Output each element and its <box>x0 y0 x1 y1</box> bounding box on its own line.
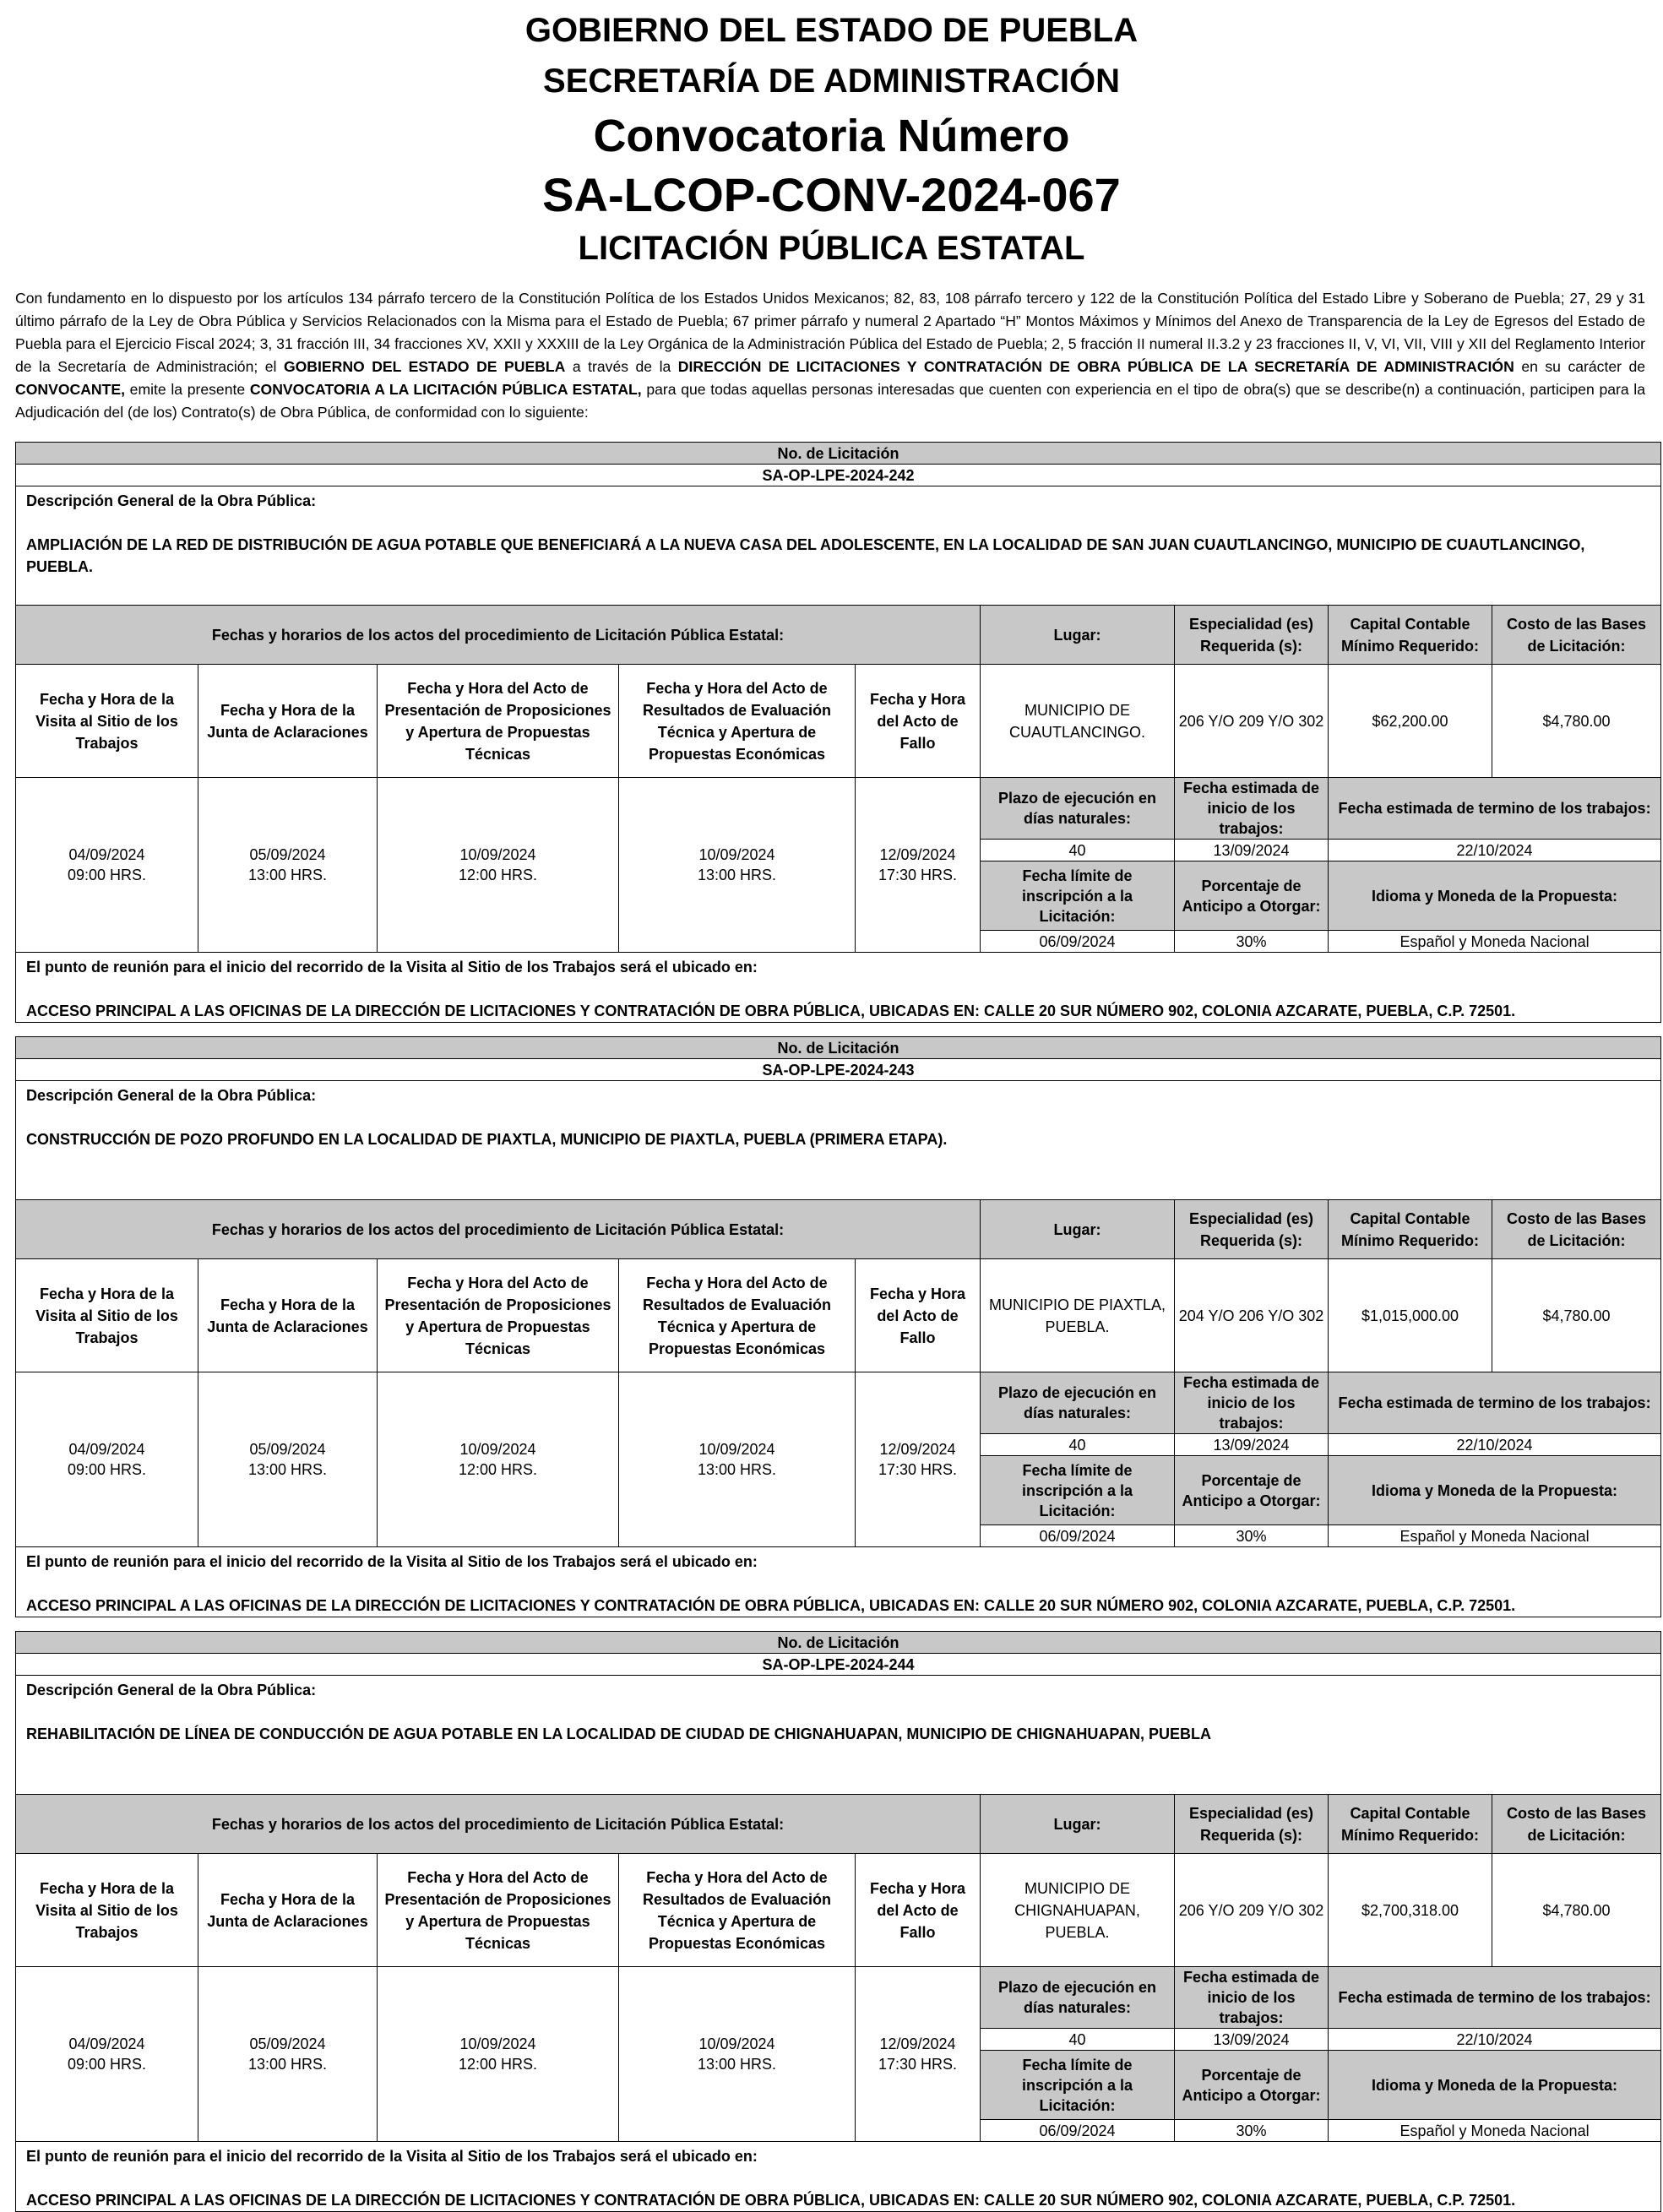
termino-value: 22/10/2024 <box>1329 1434 1661 1456</box>
termino-header: Fecha estimada de termino de los trabajos: <box>1329 1967 1661 2029</box>
punto-reunion-label: El punto de reunión para el inicio del recorrido de la Visita al Sitio de los Trabajos será el ubicado en: <box>26 959 758 976</box>
costo-header: Costo de las Bases de Licitación: <box>1492 606 1661 665</box>
preamble-bold-1: GOBIERNO DEL ESTADO DE PUEBLA <box>283 358 566 375</box>
inicio-value: 13/09/2024 <box>1175 2029 1329 2051</box>
plazo-value: 40 <box>981 2029 1175 2051</box>
idioma-header: Idioma y Moneda de la Propuesta: <box>1329 2051 1661 2120</box>
junta-value: 05/09/2024 13:00 HRS. <box>198 778 378 953</box>
especialidad-value: 206 Y/O 209 Y/O 302 <box>1175 1854 1329 1967</box>
lugar-value: MUNICIPIO DE CUAUTLANCINGO. <box>981 665 1175 778</box>
capital-value: $2,700,318.00 <box>1329 1854 1492 1967</box>
preamble-text-3: en su carácter de <box>1521 358 1646 375</box>
resultados-value: 10/09/2024 13:00 HRS. <box>619 778 856 953</box>
fallo-header: Fecha y Hora del Acto de Fallo <box>856 665 981 778</box>
fallo-header: Fecha y Hora del Acto de Fallo <box>856 1854 981 1967</box>
limite-value: 06/09/2024 <box>981 1525 1175 1547</box>
description-label: Descripción General de la Obra Pública: <box>26 1682 317 1698</box>
resultados-value: 10/09/2024 13:00 HRS. <box>619 1967 856 2142</box>
idioma-value: Español y Moneda Nacional <box>1329 1525 1661 1547</box>
description-text: CONSTRUCCIÓN DE POZO PROFUNDO EN LA LOCALIDAD DE PIAXTLA, MUNICIPIO DE PIAXTLA, PUEBLA (PRIMERA ETAPA). <box>26 1131 948 1148</box>
fechas-header: Fechas y horarios de los actos del procedimiento de Licitación Pública Estatal: <box>16 1200 981 1259</box>
capital-header: Capital Contable Mínimo Requerido: <box>1329 1200 1492 1259</box>
licitacion-block-2 <box>15 1036 1651 1614</box>
especialidad-header: Especialidad (es) Requerida (s): <box>1175 606 1329 665</box>
anticipo-header: Porcentaje de Anticipo a Otorgar: <box>1175 2051 1329 2120</box>
especialidad-value: 206 Y/O 209 Y/O 302 <box>1175 665 1329 778</box>
licitacion-number: SA-OP-LPE-2024-243 <box>16 1059 1661 1081</box>
preamble-text-5: para que todas aquellas personas interesadas que cuenten con experiencia en el tipo de obra(s) que se describe(n) a continuación, participen para la Adjudicación del (de los) Contrato(s) de Obra Pública, de conformidad con lo siguiente: <box>15 381 1646 421</box>
description-label: Descripción General de la Obra Pública: <box>26 492 317 509</box>
description-cell <box>16 1676 1661 1795</box>
limite-header: Fecha límite de inscripción a la Licitación: <box>981 1456 1175 1525</box>
junta-header: Fecha y Hora de la Junta de Aclaraciones <box>198 1259 378 1372</box>
capital-value: $1,015,000.00 <box>1329 1259 1492 1372</box>
presentacion-header: Fecha y Hora del Acto de Presentación de Proposiciones y Apertura de Propuestas Técnicas <box>378 665 619 778</box>
limite-value: 06/09/2024 <box>981 2120 1175 2142</box>
fechas-header: Fechas y horarios de los actos del procedimiento de Licitación Pública Estatal: <box>16 1795 981 1854</box>
description-text: REHABILITACIÓN DE LÍNEA DE CONDUCCIÓN DE AGUA POTABLE EN LA LOCALIDAD DE CIUDAD DE CHIGNAHUAPAN, MUNICIPIO DE CHIGNAHUAPAN, PUEBLA <box>26 1726 1212 1742</box>
no-licitacion-label: No. de Licitación <box>16 443 1661 465</box>
anticipo-value: 30% <box>1175 931 1329 953</box>
limite-header: Fecha límite de inscripción a la Licitación: <box>981 2051 1175 2120</box>
termino-value: 22/10/2024 <box>1329 840 1661 861</box>
resultados-header: Fecha y Hora del Acto de Resultados de Evaluación Técnica y Apertura de Propuestas Económicas <box>619 1259 856 1372</box>
especialidad-header: Especialidad (es) Requerida (s): <box>1175 1795 1329 1854</box>
no-licitacion-label: No. de Licitación <box>16 1632 1661 1654</box>
licitacion-table <box>15 1036 1661 1617</box>
resultados-value: 10/09/2024 13:00 HRS. <box>619 1372 856 1547</box>
preamble-bold-3: CONVOCANTE, <box>15 381 126 398</box>
punto-reunion-cell <box>16 953 1661 1023</box>
convocatoria-label: Convocatoria Número <box>593 111 1070 161</box>
inicio-header: Fecha estimada de inicio de los trabajos: <box>1175 1967 1329 2029</box>
punto-reunion-text: ACCESO PRINCIPAL A LAS OFICINAS DE LA DIRECCIÓN DE LICITACIONES Y CONTRATACIÓN DE OBRA PÚBLICA, UBICADAS EN: CALLE 20 SUR NÚMERO 902, COLONIA AZCARATE, PUEBLA, C.P. 72501. <box>26 1003 1516 1019</box>
capital-header: Capital Contable Mínimo Requerido: <box>1329 606 1492 665</box>
junta-value: 05/09/2024 13:00 HRS. <box>198 1372 378 1547</box>
resultados-header: Fecha y Hora del Acto de Resultados de Evaluación Técnica y Apertura de Propuestas Económicas <box>619 1854 856 1967</box>
limite-header: Fecha límite de inscripción a la Licitación: <box>981 861 1175 931</box>
costo-header: Costo de las Bases de Licitación: <box>1492 1200 1661 1259</box>
description-cell <box>16 486 1661 606</box>
preamble-bold-2: DIRECCIÓN DE LICITACIONES Y CONTRATACIÓN DE OBRA PÚBLICA DE LA SECRETARÍA DE ADMINISTRACIÓN <box>677 358 1514 375</box>
punto-reunion-text: ACCESO PRINCIPAL A LAS OFICINAS DE LA DIRECCIÓN DE LICITACIONES Y CONTRATACIÓN DE OBRA PÚBLICA, UBICADAS EN: CALLE 20 SUR NÚMERO 902, COLONIA AZCARATE, PUEBLA, C.P. 72501. <box>26 2192 1516 2209</box>
limite-value: 06/09/2024 <box>981 931 1175 953</box>
licitacion-number: SA-OP-LPE-2024-244 <box>16 1654 1661 1676</box>
licitacion-type-title: LICITACIÓN PÚBLICA ESTATAL <box>578 230 1085 267</box>
costo-value: $4,780.00 <box>1492 1854 1661 1967</box>
inicio-header: Fecha estimada de inicio de los trabajos: <box>1175 778 1329 840</box>
licitacion-block-1 <box>15 442 1651 1019</box>
preamble-text-1: Con fundamento en lo dispuesto por los artículos 134 párrafo tercero de la Constitución Política de los Estados Unidos Mexicanos; 82, 83, 108 párrafo tercero y 122 de la Constitución Política del Estado Libre y Soberano de Puebla; 27, 29 y 31 último párrafo de la Ley de Obra Pública y Servicios Relacionados con la Misma para el Estado de Puebla; 67 primer párrafo y numeral 2 Apartado “H” Montos Máximos y Mínimos del Anexo de Transparencia de la Ley de Egresos del Estado de Puebla para el Ejercicio Fiscal 2024; 3, 31 fracción III, 34 fracciones XV, XXII y XXXIII de la Ley Orgánica de la Administración Pública del Estado de Puebla; 2, 5 fracción II numeral II.3.2 y 23 fracciones II, V, VI, VII, VIII y XII del Reglamento Interior de la Secretaría de Administración; el <box>15 290 1645 375</box>
presentacion-header: Fecha y Hora del Acto de Presentación de Proposiciones y Apertura de Propuestas Técnicas <box>378 1854 619 1967</box>
especialidad-header: Especialidad (es) Requerida (s): <box>1175 1200 1329 1259</box>
fallo-value: 12/09/2024 17:30 HRS. <box>856 1372 981 1547</box>
lugar-header: Lugar: <box>981 606 1175 665</box>
plazo-header: Plazo de ejecución en días naturales: <box>981 1967 1175 2029</box>
termino-value: 22/10/2024 <box>1329 2029 1661 2051</box>
visita-header: Fecha y Hora de la Visita al Sitio de los Trabajos <box>16 665 198 778</box>
presentacion-header: Fecha y Hora del Acto de Presentación de Proposiciones y Apertura de Propuestas Técnicas <box>378 1259 619 1372</box>
junta-header: Fecha y Hora de la Junta de Aclaraciones <box>198 665 378 778</box>
visita-header: Fecha y Hora de la Visita al Sitio de los Trabajos <box>16 1259 198 1372</box>
presentacion-value: 10/09/2024 12:00 HRS. <box>378 778 619 953</box>
preamble-text-2: a través de la <box>572 358 671 375</box>
description-label: Descripción General de la Obra Pública: <box>26 1087 317 1104</box>
convocatoria-number: SA-LCOP-CONV-2024-067 <box>542 168 1121 221</box>
inicio-header: Fecha estimada de inicio de los trabajos: <box>1175 1372 1329 1434</box>
licitacion-number: SA-OP-LPE-2024-242 <box>16 465 1661 486</box>
presentacion-value: 10/09/2024 12:00 HRS. <box>378 1967 619 2142</box>
description-text: AMPLIACIÓN DE LA RED DE DISTRIBUCIÓN DE AGUA POTABLE QUE BENEFICIARÁ A LA NUEVA CASA DEL ADOLESCENTE, EN LA LOCALIDAD DE SAN JUAN CUAUTLANCINGO, MUNICIPIO DE CUAUTLANCINGO, PUEBLA. <box>26 536 1585 575</box>
visita-value: 04/09/2024 09:00 HRS. <box>16 1967 198 2142</box>
inicio-value: 13/09/2024 <box>1175 840 1329 861</box>
legal-preamble <box>15 287 1645 424</box>
termino-header: Fecha estimada de termino de los trabajos: <box>1329 1372 1661 1434</box>
no-licitacion-label: No. de Licitación <box>16 1037 1661 1059</box>
especialidad-value: 204 Y/O 206 Y/O 302 <box>1175 1259 1329 1372</box>
licitacion-block-3 <box>15 1631 1651 2209</box>
capital-header: Capital Contable Mínimo Requerido: <box>1329 1795 1492 1854</box>
government-title: GOBIERNO DEL ESTADO DE PUEBLA <box>524 12 1139 49</box>
anticipo-header: Porcentaje de Anticipo a Otorgar: <box>1175 1456 1329 1525</box>
anticipo-header: Porcentaje de Anticipo a Otorgar: <box>1175 861 1329 931</box>
visita-header: Fecha y Hora de la Visita al Sitio de los Trabajos <box>16 1854 198 1967</box>
visita-value: 04/09/2024 09:00 HRS. <box>16 1372 198 1547</box>
junta-header: Fecha y Hora de la Junta de Aclaraciones <box>198 1854 378 1967</box>
termino-header: Fecha estimada de termino de los trabajos: <box>1329 778 1661 840</box>
fallo-header: Fecha y Hora del Acto de Fallo <box>856 1259 981 1372</box>
capital-value: $62,200.00 <box>1329 665 1492 778</box>
resultados-header: Fecha y Hora del Acto de Resultados de Evaluación Técnica y Apertura de Propuestas Económicas <box>619 665 856 778</box>
junta-value: 05/09/2024 13:00 HRS. <box>198 1967 378 2142</box>
presentacion-value: 10/09/2024 12:00 HRS. <box>378 1372 619 1547</box>
fallo-value: 12/09/2024 17:30 HRS. <box>856 1967 981 2142</box>
plazo-value: 40 <box>981 1434 1175 1456</box>
fallo-value: 12/09/2024 17:30 HRS. <box>856 778 981 953</box>
inicio-value: 13/09/2024 <box>1175 1434 1329 1456</box>
preamble-text-4: emite la presente <box>129 381 246 398</box>
lugar-value: MUNICIPIO DE CHIGNAHUAPAN, PUEBLA. <box>981 1854 1175 1967</box>
plazo-header: Plazo de ejecución en días naturales: <box>981 1372 1175 1434</box>
lugar-header: Lugar: <box>981 1795 1175 1854</box>
lugar-header: Lugar: <box>981 1200 1175 1259</box>
anticipo-value: 30% <box>1175 2120 1329 2142</box>
licitacion-table <box>15 442 1661 1023</box>
fechas-header: Fechas y horarios de los actos del procedimiento de Licitación Pública Estatal: <box>16 606 981 665</box>
lugar-value: MUNICIPIO DE PIAXTLA, PUEBLA. <box>981 1259 1175 1372</box>
plazo-header: Plazo de ejecución en días naturales: <box>981 778 1175 840</box>
idioma-value: Español y Moneda Nacional <box>1329 931 1661 953</box>
description-cell <box>16 1081 1661 1200</box>
idioma-header: Idioma y Moneda de la Propuesta: <box>1329 1456 1661 1525</box>
punto-reunion-text: ACCESO PRINCIPAL A LAS OFICINAS DE LA DIRECCIÓN DE LICITACIONES Y CONTRATACIÓN DE OBRA PÚBLICA, UBICADAS EN: CALLE 20 SUR NÚMERO 902, COLONIA AZCARATE, PUEBLA, C.P. 72501. <box>26 1597 1516 1614</box>
visita-value: 04/09/2024 09:00 HRS. <box>16 778 198 953</box>
plazo-value: 40 <box>981 840 1175 861</box>
costo-value: $4,780.00 <box>1492 665 1661 778</box>
punto-reunion-label: El punto de reunión para el inicio del recorrido de la Visita al Sitio de los Trabajos será el ubicado en: <box>26 2148 758 2165</box>
preamble-bold-4: CONVOCATORIA A LA LICITACIÓN PÚBLICA ESTATAL, <box>249 381 642 398</box>
punto-reunion-label: El punto de reunión para el inicio del recorrido de la Visita al Sitio de los Trabajos será el ubicado en: <box>26 1553 758 1570</box>
idioma-header: Idioma y Moneda de la Propuesta: <box>1329 861 1661 931</box>
costo-header: Costo de las Bases de Licitación: <box>1492 1795 1661 1854</box>
secretariat-title: SECRETARÍA DE ADMINISTRACIÓN <box>543 63 1120 100</box>
licitacion-table <box>15 1631 1661 2212</box>
anticipo-value: 30% <box>1175 1525 1329 1547</box>
punto-reunion-cell <box>16 2142 1661 2212</box>
costo-value: $4,780.00 <box>1492 1259 1661 1372</box>
punto-reunion-cell <box>16 1547 1661 1617</box>
idioma-value: Español y Moneda Nacional <box>1329 2120 1661 2142</box>
